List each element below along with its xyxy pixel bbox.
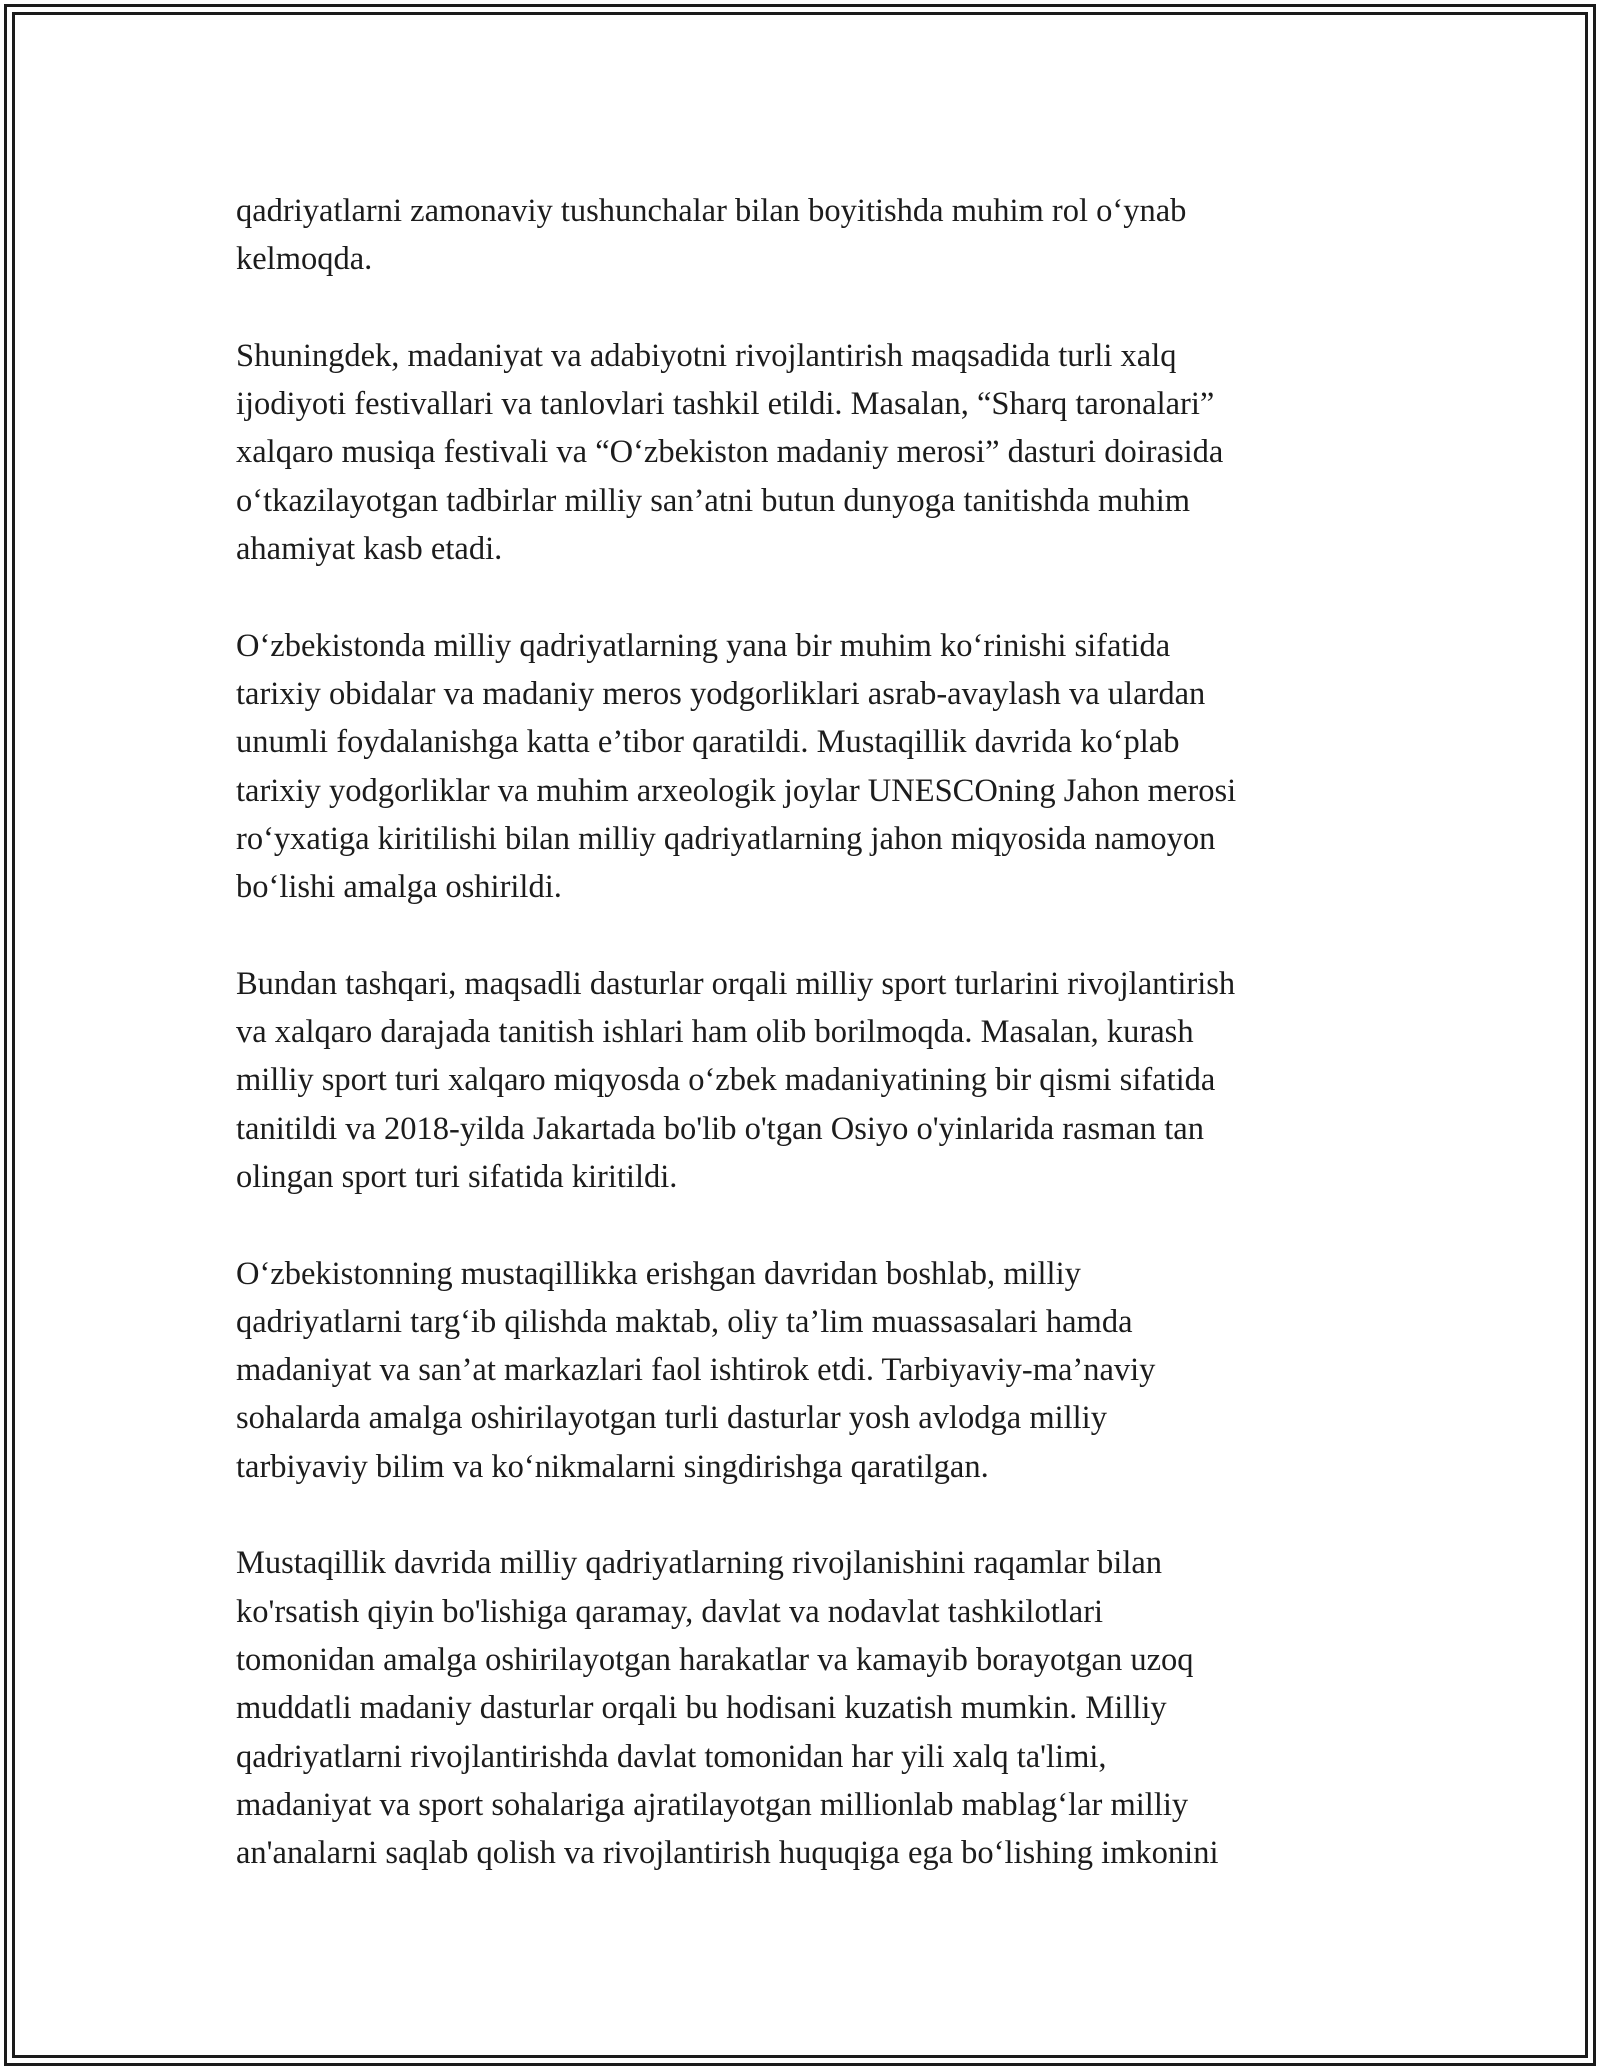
- text-line: madaniyat va san’at markazlari faol ishtirok etdi. Tarbiyaviy-ma’naviy: [236, 1352, 1156, 1389]
- paragraph: [236, 960, 1396, 1201]
- text-line: qadriyatlarni targ‘ib qilishda maktab, oliy ta’lim muassasalari hamda: [236, 1303, 1133, 1340]
- text-line: bo‘lishi amalga oshirildi.: [236, 869, 562, 906]
- text-line: ahamiyat kasb etadi.: [236, 531, 503, 568]
- text-line: Shuningdek, madaniyat va adabiyotni rivojlantirish maqsadida turli xalq: [236, 337, 1177, 374]
- text-line: ko'rsatish qiyin bo'lishiga qaramay, davlat va nodavlat tashkilotlari: [236, 1593, 1104, 1630]
- text-line: sohalarda amalga oshirilayotgan turli dasturlar yosh avlodga milliy: [236, 1400, 1107, 1437]
- text-line: tarbiyaviy bilim va ko‘nikmalarni singdirishga qaratilgan.: [236, 1448, 989, 1485]
- text-line: tanitildi va 2018-yilda Jakartada bo'lib o'tgan Osiyo o'yinlarida rasman tan: [236, 1110, 1204, 1147]
- paragraph: [236, 1539, 1396, 1877]
- text-line: ijodiyoti festivallari va tanlovlari tashkil etildi. Masalan, “Sharq taronalari”: [236, 386, 1215, 423]
- text-line: muddatli madaniy dasturlar orqali bu hodisani kuzatish mumkin. Milliy: [236, 1690, 1167, 1727]
- text-line: unumli foydalanishga katta e’tibor qaratildi. Mustaqillik davrida ko‘plab: [236, 724, 1180, 761]
- document-body: [236, 187, 1396, 1926]
- text-line: kelmoqda.: [236, 241, 373, 278]
- text-line: qadriyatlarni rivojlantirishda davlat tomonidan har yili xalq ta'limi,: [236, 1738, 1107, 1775]
- text-line: O‘zbekistonning mustaqillikka erishgan davridan boshlab, milliy: [236, 1255, 1081, 1292]
- text-line: Bundan tashqari, maqsadli dasturlar orqali milliy sport turlarini rivojlantirish: [236, 965, 1236, 1002]
- text-line: Mustaqillik davrida milliy qadriyatlarning rivojlanishini raqamlar bilan: [236, 1545, 1163, 1582]
- text-line: milliy sport turi xalqaro miqyosda o‘zbek madaniyatining bir qismi sifatida: [236, 1062, 1216, 1099]
- paragraph: [236, 187, 1396, 284]
- text-line: o‘tkazilayotgan tadbirlar milliy san’atni butun dunyoga tanitishda muhim: [236, 482, 1191, 519]
- paragraph: [236, 332, 1396, 573]
- text-line: xalqaro musiqa festivali va “O‘zbekiston madaniy merosi” dasturi doirasida: [236, 434, 1224, 471]
- text-line: an'analarni saqlab qolish va rivojlantirish huquqiga ega bo‘lishing imkonini: [236, 1835, 1219, 1872]
- text-line: olingan sport turi sifatida kiritildi.: [236, 1158, 678, 1195]
- text-line: qadriyatlarni zamonaviy tushunchalar bilan boyitishda muhim rol o‘ynab: [236, 193, 1187, 229]
- paragraph: [236, 1250, 1396, 1491]
- text-line: tarixiy obidalar va madaniy meros yodgorliklari asrab-avaylash va ulardan: [236, 675, 1206, 712]
- text-line: madaniyat va sport sohalariga ajratilayotgan millionlab mablag‘lar milliy: [236, 1786, 1189, 1823]
- text-line: O‘zbekistonda milliy qadriyatlarning yana bir muhim ko‘rinishi sifatida: [236, 627, 1171, 664]
- text-line: ro‘yxatiga kiritilishi bilan milliy qadriyatlarning jahon miqyosida namoyon: [236, 820, 1216, 857]
- text-line: va xalqaro darajada tanitish ishlari ham olib borilmoqda. Masalan, kurash: [236, 1014, 1194, 1051]
- text-line: tomonidan amalga oshirilayotgan harakatlar va kamayib borayotgan uzoq: [236, 1641, 1194, 1678]
- text-line: tarixiy yodgorliklar va muhim arxeologik joylar UNESCOning Jahon merosi: [236, 772, 1237, 809]
- paragraph: [236, 622, 1396, 912]
